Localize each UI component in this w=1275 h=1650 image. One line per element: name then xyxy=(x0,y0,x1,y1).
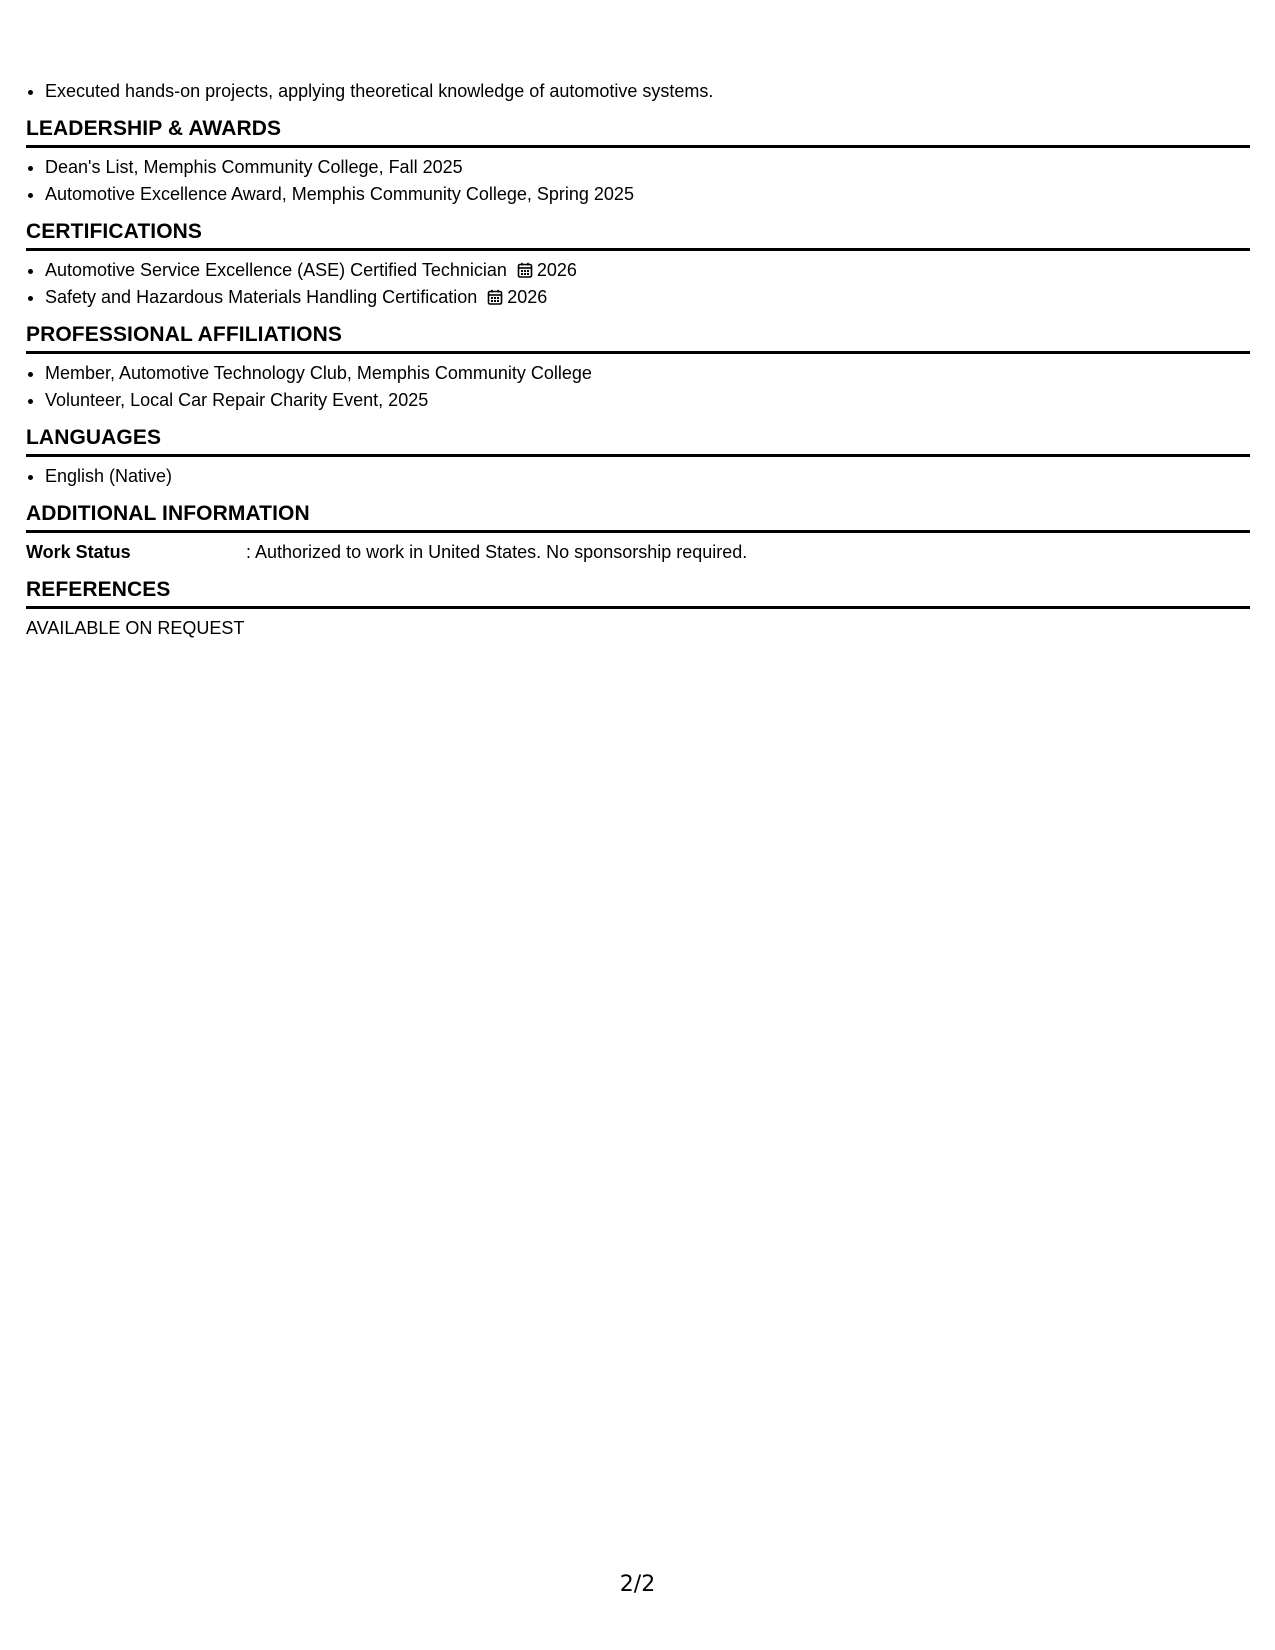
work-status-label: Work Status xyxy=(26,542,131,562)
references-section xyxy=(26,577,1250,642)
list-item: • Automotive Excellence Award, Memphis Community College, Spring 2025 xyxy=(45,181,1250,208)
section-title-additional-info: ADDITIONAL INFORMATION xyxy=(26,501,1250,533)
section-title-references: REFERENCES xyxy=(26,577,1250,609)
page-number: 2/2 xyxy=(619,1572,656,1597)
list-item: • Volunteer, Local Car Repair Charity Event, 2025 xyxy=(45,387,1250,414)
certification-item xyxy=(45,257,1250,284)
calendar-icon xyxy=(487,289,503,305)
certification-name: Automotive Service Excellence (ASE) Certified Technician xyxy=(45,260,507,280)
languages-section xyxy=(26,425,1250,490)
certification-year: 2026 xyxy=(536,260,577,280)
certifications-section xyxy=(26,219,1250,311)
certification-year: 2026 xyxy=(507,287,548,307)
calendar-icon xyxy=(517,262,533,278)
certifications-list xyxy=(26,257,1250,311)
experience-bullets xyxy=(26,78,1250,105)
additional-info-section xyxy=(26,501,1250,566)
leadership-section xyxy=(26,116,1250,208)
section-title-affiliations: PROFESSIONAL AFFILIATIONS xyxy=(26,322,1250,354)
resume-page xyxy=(26,78,1250,642)
languages-list xyxy=(26,463,1250,490)
work-status-row xyxy=(26,539,1250,566)
affiliations-list xyxy=(26,360,1250,414)
affiliations-section xyxy=(26,322,1250,414)
certification-name: Safety and Hazardous Materials Handling Certification xyxy=(45,287,478,307)
section-title-leadership: LEADERSHIP & AWARDS xyxy=(26,116,1250,148)
section-title-languages: LANGUAGES xyxy=(26,425,1250,457)
list-item: • Member, Automotive Technology Club, Memphis Community College xyxy=(45,360,1250,387)
list-item: • Dean's List, Memphis Community College, Fall 2025 xyxy=(45,154,1250,181)
work-status-value: : Authorized to work in United States. No sponsorship required. xyxy=(246,542,748,562)
certification-item xyxy=(45,284,1250,311)
leadership-list xyxy=(26,154,1250,208)
section-title-certifications: CERTIFICATIONS xyxy=(26,219,1250,251)
references-text: AVAILABLE ON REQUEST xyxy=(26,618,245,638)
list-item: • English (Native) xyxy=(45,463,1250,490)
list-item: • Executed hands-on projects, applying theoretical knowledge of automotive systems. xyxy=(45,78,1250,105)
